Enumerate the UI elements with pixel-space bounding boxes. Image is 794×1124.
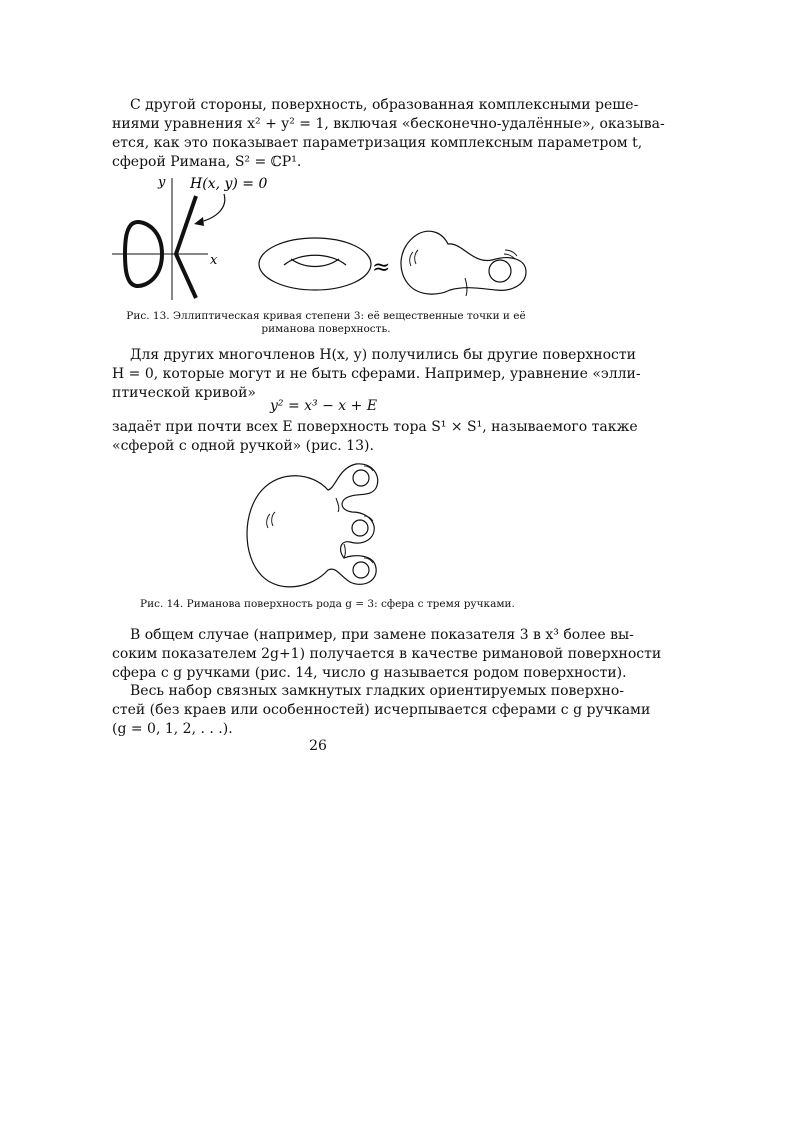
handle-hole-2: [352, 520, 368, 536]
torus-outline: [259, 238, 371, 290]
y-axis-label: y: [158, 175, 166, 190]
torus-hole-upper: [291, 259, 339, 267]
elliptic-curve-formula: y² = x³ − x + E: [270, 398, 378, 414]
handle-inner-curve: [344, 544, 346, 558]
figure-13: [100, 168, 540, 308]
paragraph-torus: [112, 418, 638, 456]
text-line: ется, как это показывает параметризация комплексным параметром t,: [112, 135, 643, 151]
text-line: соким показателем 2g+1) получается в качестве римановой поверхности: [112, 646, 662, 662]
handle-hole-1: [353, 470, 369, 486]
shading-mark: [410, 252, 413, 266]
curve-pointer-arrow: [200, 194, 225, 222]
text-line: Весь набор связных замкнутых гладких ориентируемых поверхно-: [130, 683, 625, 699]
text-line: сферой Римана, S² = ℂP¹.: [112, 154, 302, 170]
real-curve-branch: [176, 196, 196, 298]
text-line: В общем случае (например, при замене показателя 3 в x³ более вы-: [130, 627, 634, 643]
handle-inner-curve: [336, 498, 339, 512]
paragraph-general-case: [112, 626, 662, 683]
arrow-head: [194, 217, 204, 226]
caption-line: Рис. 13. Эллиптическая кривая степени 3: её вещественные точки и её: [126, 310, 526, 322]
text-line: H = 0, которые могут и не быть сферами. Например, уравнение «элли-: [112, 366, 641, 382]
paragraph-complex-solutions: [112, 96, 665, 172]
text-line: задаёт при почти всех E поверхность тора S¹ × S¹, называемого также: [112, 419, 638, 435]
handle-hole-3: [353, 562, 369, 578]
handle-inner-curve: [465, 278, 467, 296]
text-line: птической кривой»: [112, 385, 256, 401]
paragraph-other-polynomials: [112, 346, 641, 403]
figure-14: [240, 458, 400, 594]
text-line: (g = 0, 1, 2, . . .).: [112, 721, 233, 737]
caption-line: риманова поверхность.: [261, 323, 391, 335]
text-line: Для других многочленов H(x, y) получились бы другие поверхности: [130, 347, 636, 363]
shading-mark: [267, 514, 270, 528]
text-line: «сферой с одной ручкой» (рис. 13).: [112, 438, 374, 454]
x-axis-label: x: [210, 253, 218, 268]
figure-14-caption: Рис. 14. Риманова поверхность рода g = 3: сфера с тремя ручками.: [140, 598, 515, 610]
shading-mark: [272, 512, 275, 526]
text-line: ниями уравнения x² + y² = 1, включая «бесконечно-удалённые», оказыва-: [112, 116, 665, 132]
curve-equation-label: H(x, y) = 0: [190, 176, 268, 192]
text-line: сфера с g ручками (рис. 14, число g называется родом поверхности).: [112, 665, 627, 681]
page-number: 26: [309, 738, 327, 754]
paragraph-classification: [112, 682, 651, 739]
text-line: С другой стороны, поверхность, образованная комплексными реше-: [130, 97, 639, 113]
figure-13-caption: [112, 310, 540, 336]
text-line: стей (без краев или особенностей) исчерпывается сферами с g ручками: [112, 702, 651, 718]
shading-mark: [505, 250, 517, 256]
handle-hole: [489, 260, 511, 282]
shading-mark: [415, 250, 418, 264]
approx-symbol: ≈: [372, 255, 391, 280]
